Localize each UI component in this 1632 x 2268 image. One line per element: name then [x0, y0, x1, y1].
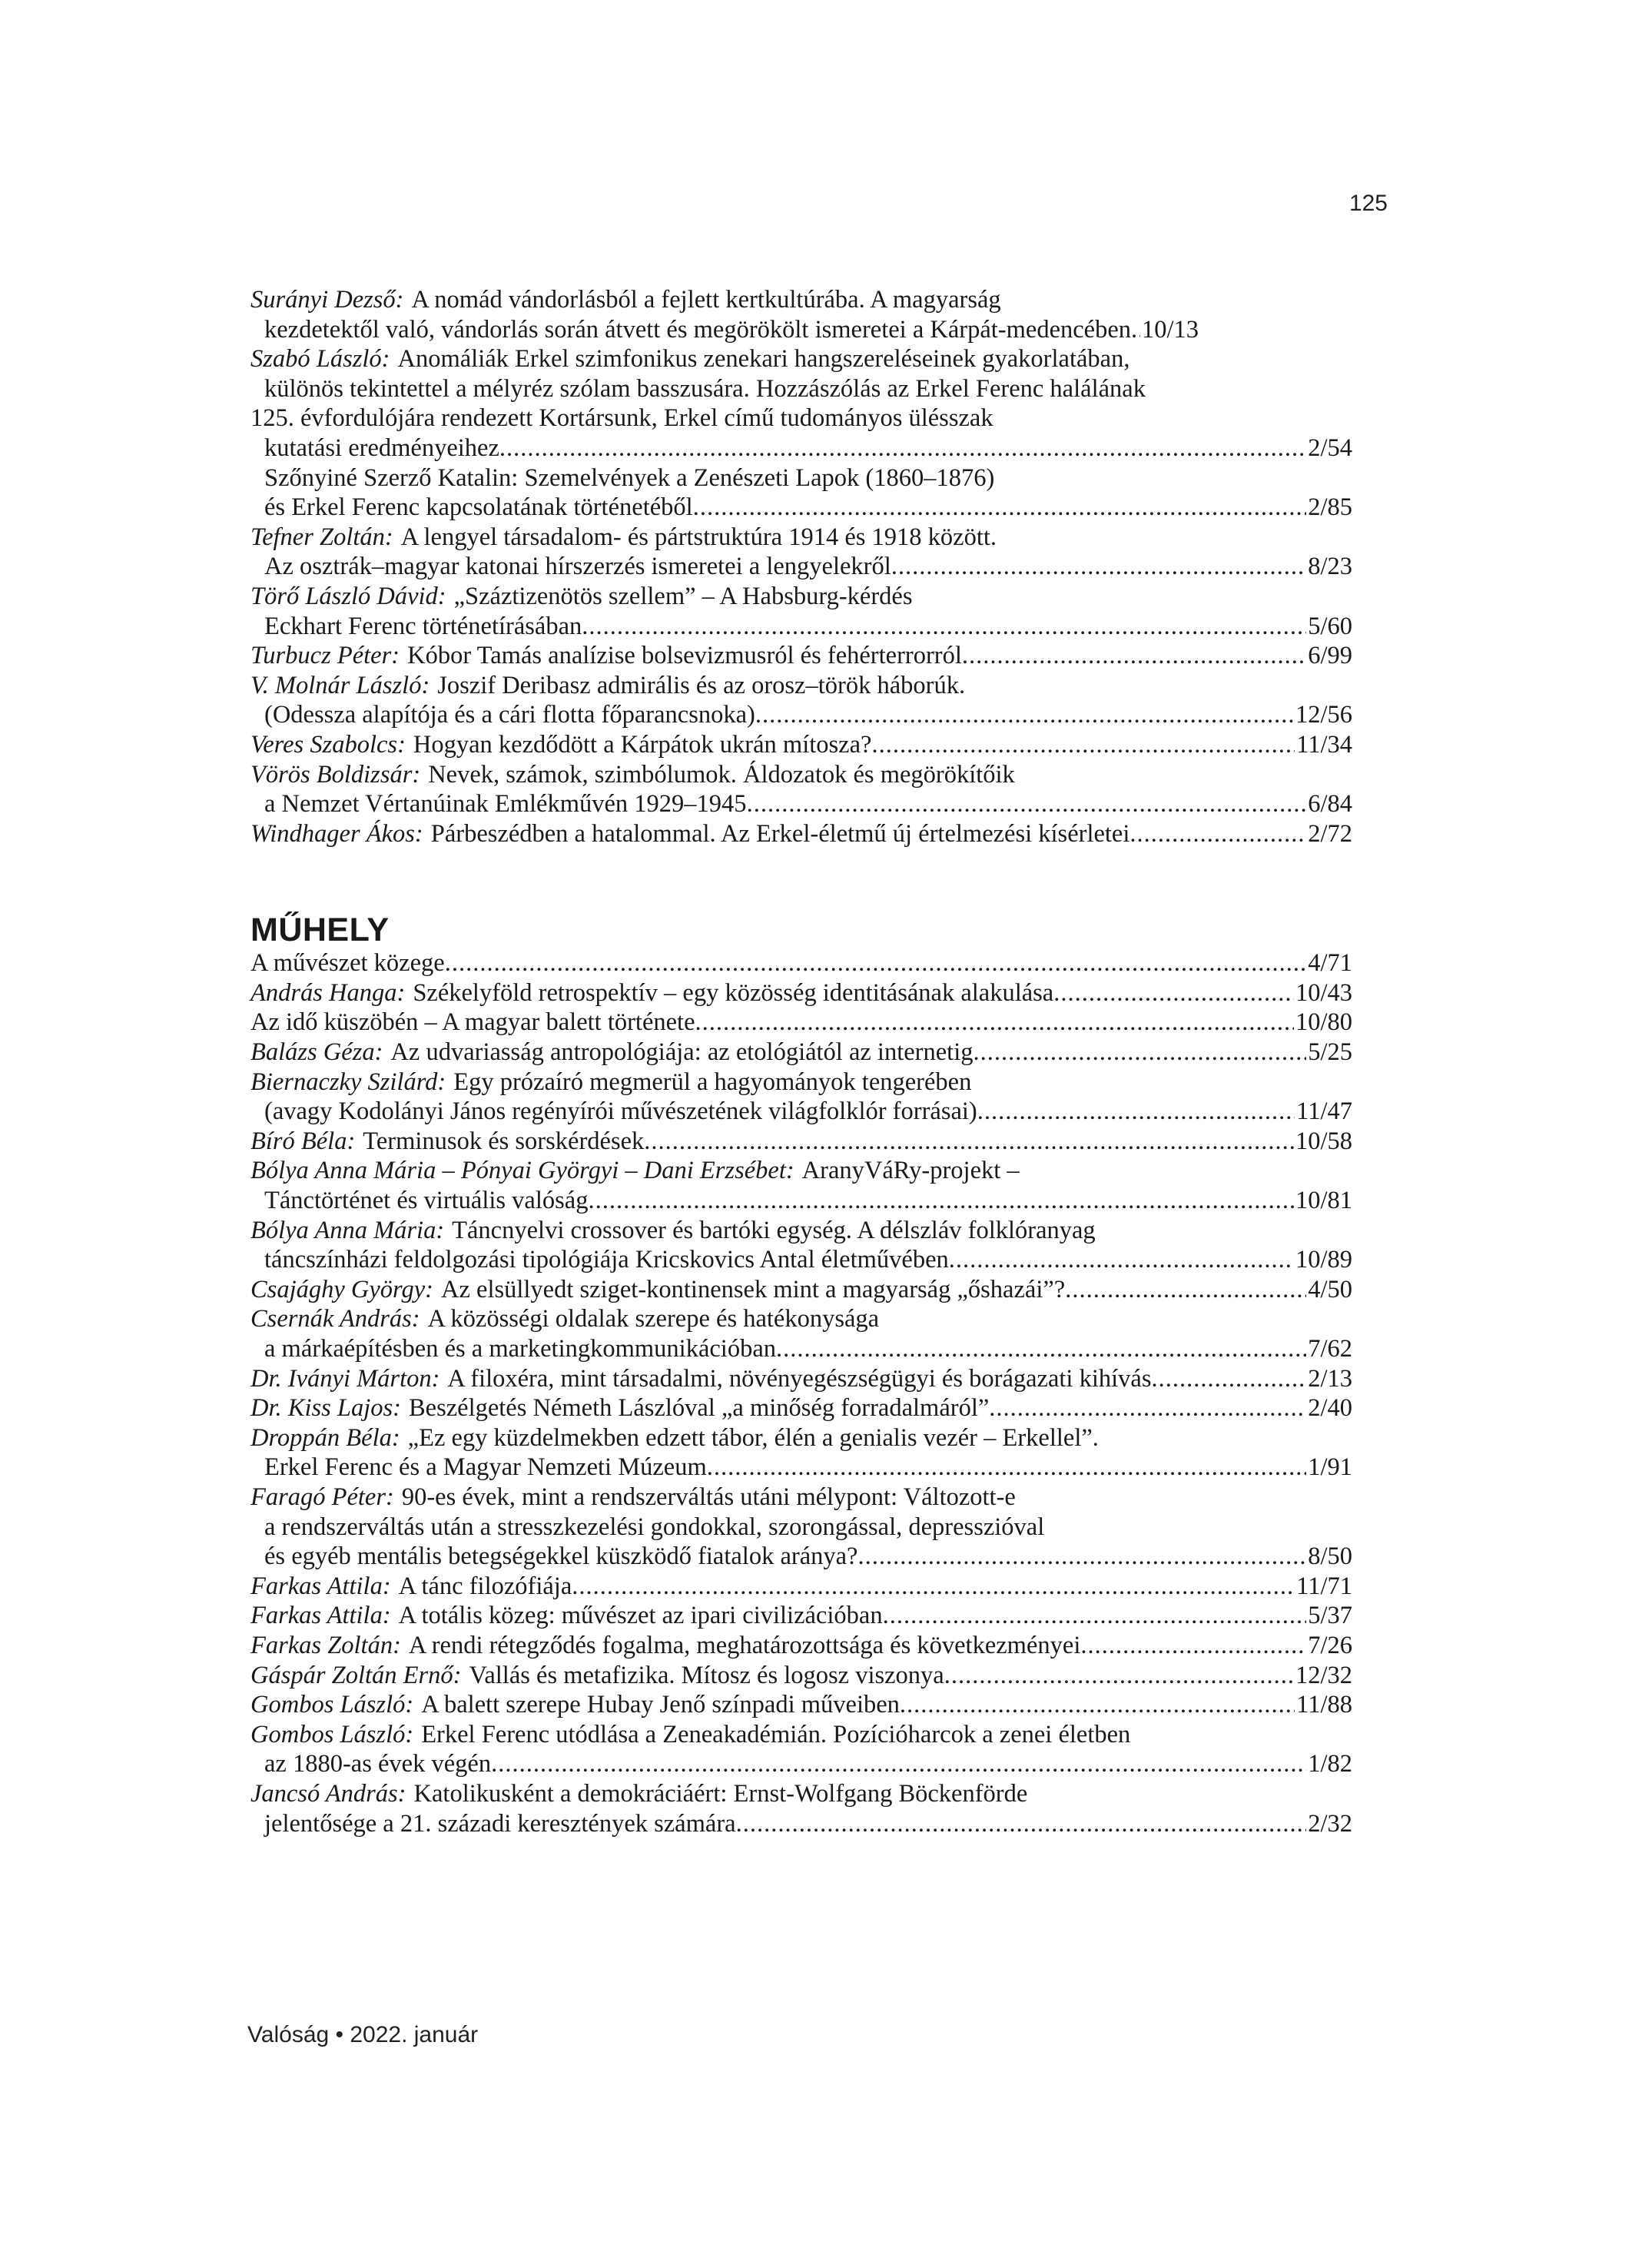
entry-page-ref: 12/56 [1295, 701, 1352, 729]
entry-author: Gombos László: [250, 1720, 414, 1748]
entry-title: A balett szerepe Hubay Jenő színpadi műveiben [421, 1691, 900, 1719]
entry-title: Párbeszédben a hatalommal. Az Erkel-életmű új értelmezési kísérletei [430, 819, 1130, 848]
index-entry [250, 1156, 1352, 1215]
entry-author: Dr. Iványi Márton: [250, 1364, 440, 1393]
entry-line [250, 1304, 1352, 1334]
entry-author: Farkas Attila: [250, 1572, 391, 1600]
entry-line [250, 1245, 1352, 1275]
dot-leader [949, 1245, 1294, 1275]
entry-author: Balázs Géza: [250, 1038, 383, 1067]
entry-title: jelentősége a 21. századi keresztények számára [264, 1809, 736, 1838]
entry-title: A totális közeg: művészet az ipari civilizációban [398, 1602, 883, 1630]
index-entry [250, 1008, 1352, 1038]
entry-page-ref: 7/26 [1308, 1631, 1352, 1659]
entry-line [250, 1334, 1352, 1364]
entry-line [250, 671, 1352, 701]
entry-line [250, 1720, 1352, 1750]
entry-title: Szőnyiné Szerző Katalin: Szemelvények a Zenészeti Lapok (1860–1876) [264, 463, 995, 492]
dot-leader [747, 789, 1307, 819]
entry-author: Gombos László: [250, 1691, 414, 1719]
entry-title: Anomáliák Erkel szimfonikus zenekari hangszereléseinek gyakorlatában, [397, 345, 1130, 374]
entry-title: a rendszerváltás után a stresszkezelési gondokkal, szorongással, depresszióval [264, 1513, 1045, 1541]
index-entry [250, 819, 1352, 849]
entry-line [250, 612, 1352, 642]
entry-page-ref: 8/50 [1308, 1542, 1352, 1571]
index-entry [250, 1304, 1352, 1363]
entry-title: Tánctörténet és virtuális valóság [264, 1187, 589, 1215]
entry-title: és Erkel Ferenc kapcsolatának történetéből [264, 493, 693, 522]
entry-line [250, 1038, 1352, 1068]
entry-title: Erkel Ferenc utódlása a Zeneakadémián. Pozícióharcok a zenei életben [421, 1720, 1131, 1748]
index-entry [250, 1631, 1352, 1661]
dot-leader [1065, 1275, 1306, 1305]
entry-page-ref: 2/54 [1308, 433, 1352, 462]
entry-page-ref: 4/71 [1308, 949, 1352, 978]
dot-leader [977, 1097, 1295, 1127]
entry-author: Dr. Kiss Lajos: [250, 1394, 401, 1423]
index-entry [250, 1068, 1352, 1127]
dot-leader [572, 1572, 1295, 1602]
entry-title: és egyéb mentális betegségekkel küszködő fiatalok aránya? [264, 1542, 858, 1571]
entry-title: A lengyel társadalom- és pártstruktúra 1914 és 1918 között. [400, 523, 997, 551]
entry-page-ref: 2/85 [1308, 493, 1352, 522]
entry-title: A rendi rétegződés fogalma, meghatározottsága és következményei [408, 1631, 1081, 1659]
index-entry [250, 641, 1352, 671]
entry-page-ref: 11/34 [1296, 730, 1352, 759]
entry-title: Eckhart Ferenc történetírásában [264, 612, 582, 640]
entry-line [250, 463, 1352, 493]
entry-page-ref: 2/32 [1308, 1809, 1352, 1838]
entry-page-ref: 1/91 [1308, 1453, 1352, 1482]
entry-title: Vallás és metafizika. Mítosz és logosz viszonya [469, 1661, 944, 1689]
entry-title: táncszínházi feldolgozási tipológiája Kricskovics Antal életművében [264, 1246, 949, 1274]
index-entry [250, 285, 1352, 344]
entry-page-ref: 10/43 [1295, 978, 1352, 1007]
entry-line [250, 1097, 1352, 1127]
dot-leader [1129, 819, 1306, 849]
entry-author: Bíró Béla: [250, 1127, 356, 1155]
index-entry [250, 344, 1352, 463]
entry-title: Erkel Ferenc és a Magyar Nemzeti Múzeum [264, 1453, 707, 1482]
entry-title: Joszif Deribasz admirális és az orosz–török háborúk. [437, 671, 966, 699]
entry-title: A tánc filozófiája [398, 1572, 572, 1600]
entry-line [250, 1186, 1352, 1216]
entry-line [250, 374, 1352, 404]
index-entry [250, 1690, 1352, 1720]
entry-line [250, 1809, 1352, 1839]
entry-title: Hogyan kezdődött a Kárpátok ukrán mítosza? [413, 730, 872, 759]
dot-leader [891, 552, 1306, 582]
entry-line [250, 1601, 1352, 1631]
entry-line [250, 1631, 1352, 1661]
entry-author: Farkas Zoltán: [250, 1631, 401, 1659]
entry-line [250, 285, 1352, 315]
dot-leader [491, 1749, 1306, 1779]
dot-leader [1080, 1631, 1306, 1661]
entry-title: (avagy Kodolányi János regényírói művészetének világfolklór forrásai) [264, 1097, 977, 1126]
entry-line [250, 403, 1352, 433]
index-entry [250, 1393, 1352, 1423]
entry-title: 90-es évek, mint a rendszerváltás utáni mélypont: Változott-e [401, 1483, 1016, 1511]
entry-line [250, 433, 1352, 463]
entry-line [250, 315, 1352, 345]
entry-line [250, 493, 1352, 523]
index-entry [250, 1483, 1352, 1572]
index-entry [250, 582, 1352, 641]
index-entry [250, 1216, 1352, 1275]
entry-page-ref: 8/23 [1308, 553, 1352, 581]
entry-line [250, 1423, 1352, 1453]
entry-page-ref: 2/40 [1308, 1394, 1352, 1423]
entry-title: A művészet közege [250, 949, 445, 978]
entry-title: a Nemzet Vértanúinak Emlékművén 1929–1945 [264, 790, 747, 819]
dot-leader [644, 1127, 1294, 1157]
entry-title: Kóbor Tamás analízise bolsevizmusról és fehérterrorról [407, 642, 962, 670]
entry-title: Táncnyelvi crossover és bartóki egység. A délszláv folklóranyag [452, 1216, 1096, 1244]
entry-title: „Ez egy küzdelmekben edzett tábor, élén a genialis vezér – Erkellel”. [407, 1423, 1099, 1452]
entry-title: Katolikusként a demokráciáért: Ernst-Wolfgang Böckenförde [413, 1779, 1028, 1808]
entry-line [250, 1364, 1352, 1394]
dot-leader [962, 641, 1306, 671]
entry-line [250, 1542, 1352, 1572]
entry-line [250, 1216, 1352, 1246]
dot-leader [707, 1453, 1306, 1483]
entry-author: Tefner Zoltán: [250, 523, 393, 551]
entry-title: Az udvariasság antropológiája: az etológiától az internetig [390, 1038, 974, 1067]
entry-line [250, 552, 1352, 582]
entry-title: A közösségi oldalak szerepe és hatékonysága [427, 1305, 880, 1333]
index-entry [250, 948, 1352, 978]
entry-line [250, 1690, 1352, 1720]
entry-line [250, 789, 1352, 819]
entry-page-ref: 5/60 [1308, 612, 1352, 640]
entry-line [250, 1483, 1352, 1513]
entry-title: a márkaépítésben és a marketingkommunikációban [264, 1335, 777, 1363]
dot-leader [900, 1690, 1295, 1720]
dot-leader [693, 493, 1307, 523]
dot-leader [776, 1334, 1306, 1364]
dot-leader [588, 1186, 1294, 1216]
entry-line [250, 978, 1352, 1008]
entry-line [250, 1572, 1352, 1602]
index-list [250, 285, 1352, 1838]
entry-line [250, 344, 1352, 374]
dot-leader [1151, 1364, 1306, 1394]
entry-line [250, 1453, 1352, 1483]
entry-page-ref: 10/58 [1295, 1127, 1352, 1155]
dot-leader [883, 1601, 1307, 1631]
entry-line [250, 582, 1352, 612]
entry-title: 125. évfordulójára rendezett Kortársunk, Erkel című tudományos ülésszak [250, 404, 993, 433]
entry-page-ref: 11/47 [1296, 1097, 1352, 1126]
entry-page-ref: 2/72 [1308, 819, 1352, 848]
entry-page-ref: 10/81 [1295, 1187, 1352, 1215]
dot-leader [695, 1008, 1294, 1038]
entry-page-ref: 1/82 [1308, 1750, 1352, 1778]
entry-line [250, 760, 1352, 790]
entry-author: András Hanga: [250, 978, 406, 1007]
dot-leader [944, 1661, 1294, 1691]
entry-line [250, 948, 1352, 978]
entry-author: Turbucz Péter: [250, 642, 400, 670]
index-entry [250, 760, 1352, 819]
entry-line [250, 730, 1352, 760]
dot-leader [871, 730, 1295, 760]
entry-page-ref: 10/80 [1295, 1008, 1352, 1037]
index-entry [250, 463, 1352, 523]
entry-title: AranyVáRy-projekt – [801, 1157, 1020, 1185]
page-footer: Valóság • 2022. január [247, 2022, 479, 2047]
entry-author: Windhager Ákos: [250, 819, 423, 848]
entry-line [250, 641, 1352, 671]
index-entry [250, 1275, 1352, 1305]
dot-leader [499, 433, 1306, 463]
entry-line [250, 700, 1352, 730]
entry-page-ref: 6/84 [1308, 790, 1352, 819]
entry-page-ref: 10/13 [1142, 315, 1199, 344]
entry-title: (Odessza alapítója és a cári flotta főparancsnoka) [264, 701, 755, 729]
entry-title: Terminusok és sorskérdések [363, 1127, 645, 1155]
entry-page-ref: 11/71 [1296, 1572, 1352, 1600]
entry-line [250, 523, 1352, 553]
entry-author: Veres Szabolcs: [250, 730, 406, 759]
entry-page-ref: 5/37 [1308, 1602, 1352, 1630]
dot-leader [445, 948, 1307, 978]
entry-page-ref: 6/99 [1308, 642, 1352, 670]
dot-leader [755, 700, 1294, 730]
entry-title: Nevek, számok, szimbólumok. Áldozatok és megörökítőik [428, 760, 1015, 789]
entry-title: kutatási eredményeihez [264, 433, 499, 462]
entry-title: „Száztizenötös szellem” – A Habsburg-kérdés [453, 582, 913, 610]
entry-line [250, 1068, 1352, 1097]
entry-title: A nomád vándorlásból a fejlett kertkultúrába. A magyarság [411, 286, 1001, 314]
entry-line [250, 1156, 1352, 1186]
page-number: 125 [1348, 191, 1388, 216]
entry-title: Az osztrák–magyar katonai hírszerzés ismeretei a lengyelekről [264, 553, 891, 581]
entry-line [250, 1749, 1352, 1779]
entry-title: különös tekintettel a mélyréz szólam basszusára. Hozzászólás az Erkel Ferenc halálának [264, 374, 1146, 403]
dot-leader [582, 612, 1306, 642]
entry-title: A filoxéra, mint társadalmi, növényegészségügyi és borágazati kihívás [447, 1364, 1152, 1393]
entry-title: Székelyföld retrospektív – egy közösség identitásának alakulása [413, 978, 1054, 1007]
entry-line [250, 1393, 1352, 1423]
index-entry [250, 978, 1352, 1008]
section-title: MŰHELY [250, 912, 390, 949]
index-list-section [250, 948, 1352, 1838]
index-entry [250, 730, 1352, 760]
entry-author: Törő László Dávid: [250, 582, 446, 610]
entry-line [250, 1127, 1352, 1157]
entry-page-ref: 2/13 [1308, 1364, 1352, 1393]
entry-author: Biernaczky Szilárd: [250, 1068, 446, 1096]
entry-author: Gáspár Zoltán Ernő: [250, 1661, 462, 1689]
entry-title: Az idő küszöbén – A magyar balett története [250, 1008, 695, 1037]
entry-author: Farkas Attila: [250, 1602, 391, 1630]
index-entry [250, 671, 1352, 730]
entry-page-ref: 10/89 [1295, 1246, 1352, 1274]
dot-leader [1131, 315, 1140, 345]
entry-title: kezdetektől való, vándorlás során átvett és megörökölt ismeretei a Kárpát-medencében [264, 315, 1132, 344]
entry-line [250, 1008, 1352, 1038]
index-list-top [250, 285, 1352, 848]
entry-page-ref: 11/88 [1296, 1691, 1352, 1719]
entry-title: Az elsüllyedt sziget-kontinensek mint a magyarság „őshazái”? [441, 1275, 1066, 1303]
entry-title: Beszélgetés Németh Lászlóval „a minőség forradalmáról” [408, 1394, 990, 1423]
index-entry [250, 1720, 1352, 1779]
entry-author: Droppán Béla: [250, 1423, 400, 1452]
dot-leader [736, 1809, 1307, 1839]
entry-author: Jancsó András: [250, 1779, 406, 1808]
entry-page-ref: 12/32 [1295, 1661, 1352, 1689]
entry-author: Surányi Dezső: [250, 286, 404, 314]
entry-author: Bólya Anna Mária: [250, 1216, 445, 1244]
entry-page-ref: 4/50 [1308, 1275, 1352, 1303]
entry-line [250, 819, 1352, 849]
entry-author: V. Molnár László: [250, 671, 430, 699]
entry-line [250, 1275, 1352, 1305]
entry-author: Vörös Boldizsár: [250, 760, 421, 789]
dot-leader [989, 1393, 1306, 1423]
entry-line [250, 1513, 1352, 1542]
entry-line [250, 1661, 1352, 1691]
entry-page-ref: 5/25 [1308, 1038, 1352, 1067]
dot-leader [857, 1542, 1306, 1572]
index-entry [250, 1661, 1352, 1691]
index-entry [250, 1423, 1352, 1483]
dot-leader [973, 1038, 1306, 1068]
entry-author: Csernák András: [250, 1305, 420, 1333]
index-entry [250, 1779, 1352, 1838]
dot-leader [1053, 978, 1294, 1008]
index-entry [250, 1364, 1352, 1394]
entry-title: Egy prózaíró megmerül a hagyományok tengerében [453, 1068, 972, 1096]
entry-author: Csajághy György: [250, 1275, 433, 1303]
index-entry [250, 1127, 1352, 1157]
entry-page-ref: 7/62 [1308, 1335, 1352, 1363]
entry-author: Szabó László: [250, 345, 390, 374]
entry-title: az 1880-as évek végén [264, 1750, 492, 1778]
index-entry [250, 1038, 1352, 1068]
index-entry [250, 523, 1352, 582]
entry-line [250, 1779, 1352, 1809]
index-entry [250, 1572, 1352, 1602]
entry-author: Faragó Péter: [250, 1483, 394, 1511]
entry-author: Bólya Anna Mária – Pónyai Györgyi – Dani Erzsébet: [250, 1157, 794, 1185]
index-entry [250, 1601, 1352, 1631]
